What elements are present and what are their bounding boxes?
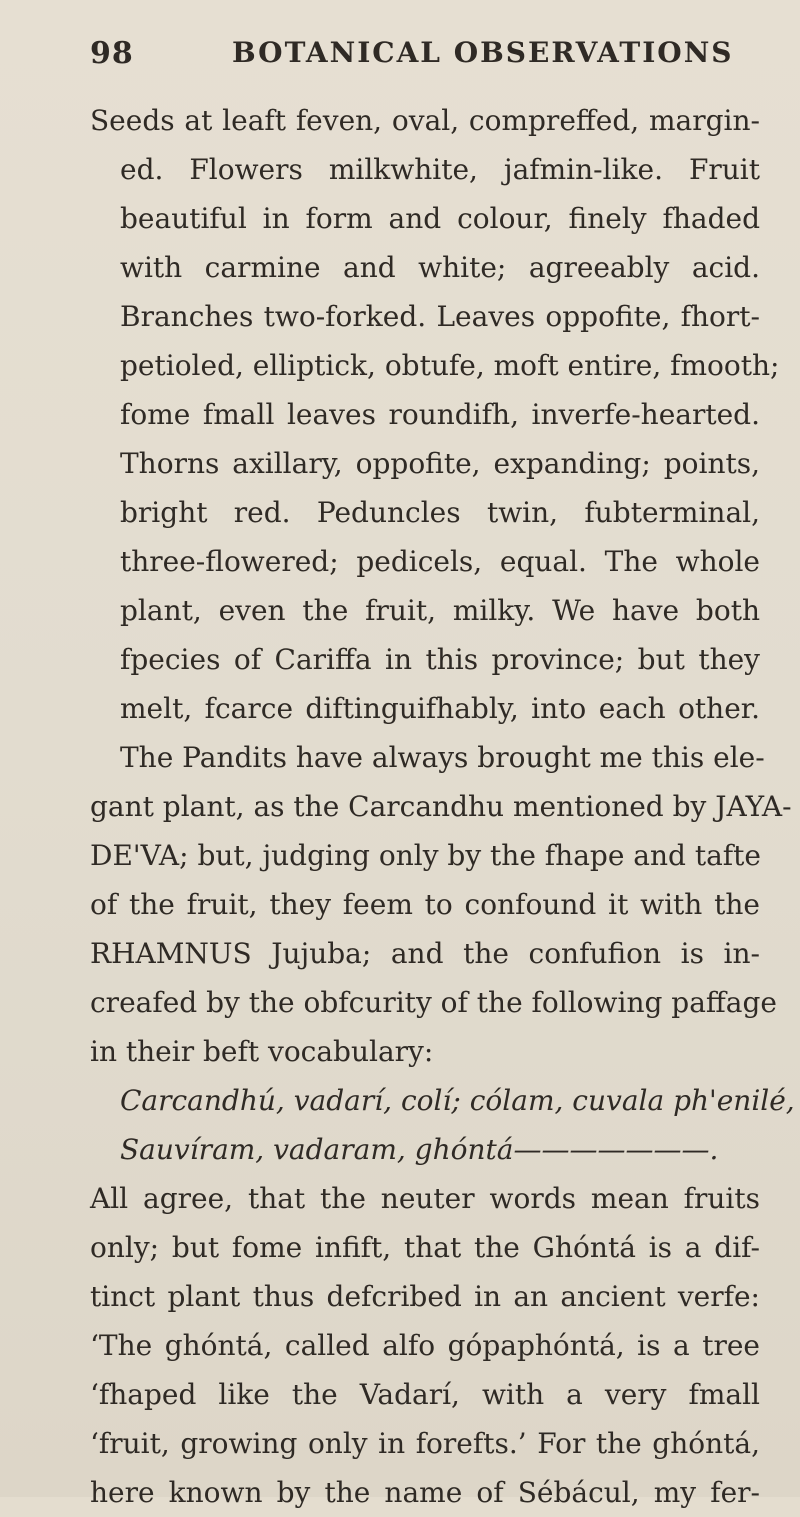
text-line: three-flowered; pedicels, equal. The whole xyxy=(120,545,760,578)
text-line: Seeds at leaft feven, oval, compreffed, margin- xyxy=(90,104,760,137)
page-number: 98 xyxy=(90,36,134,71)
quote-line: ‘fruit, growing only in forefts.’ For the ghóntá, xyxy=(90,1427,760,1460)
text-line: fpecies of Cariffa in this province; but they xyxy=(120,643,760,676)
quote-line: ‘The ghóntá, called alfo gópaphóntá, is a tree xyxy=(90,1329,760,1362)
text-line: petioled, elliptick, obtufe, moft entire, fmooth; xyxy=(120,349,780,382)
text-line: beautiful in form and colour, finely fhaded xyxy=(120,202,760,235)
text-line: All agree, that the neuter words mean fruits xyxy=(90,1182,760,1215)
running-head: BOTANICAL OBSERVATIONS xyxy=(232,36,734,69)
text-line: tinct plant thus defcribed in an ancient verfe: xyxy=(90,1280,760,1313)
text-line: RHAMNUS Jujuba; and the confufion is in- xyxy=(90,937,760,970)
text-line: plant, even the fruit, milky. We have both xyxy=(120,594,760,627)
quote-line: ‘fhaped like the Vadarí, with a very fmall xyxy=(90,1378,760,1411)
text-line: DE'VA; but, judging only by the fhape and tafte xyxy=(90,839,761,872)
text-line: here known by the name of Sébácul, my fer- xyxy=(90,1476,760,1509)
text-line: fome fmall leaves roundifh, inverfe-hearted. xyxy=(120,398,760,431)
text-line: of the fruit, they feem to confound it with the xyxy=(90,888,760,921)
text-line: creafed by the obfcurity of the following paffage xyxy=(90,986,777,1019)
text-line: melt, fcarce diftinguifhably, into each other. xyxy=(120,692,760,725)
verse-line: Carcandhú, vadarí, colí; cólam, cuvala ph'enilé, xyxy=(120,1084,795,1117)
text-line: Branches two-forked. Leaves oppofite, fhort- xyxy=(120,300,760,333)
text-line: gant plant, as the Carcandhu mentioned by JAYA- xyxy=(90,790,792,823)
text-line: with carmine and white; agreeably acid. xyxy=(120,251,760,284)
text-line: in their beft vocabulary: xyxy=(90,1035,434,1068)
body-text xyxy=(90,96,795,1517)
text-line: only; but fome infift, that the Ghóntá is a dif- xyxy=(90,1231,760,1264)
text-line: bright red. Peduncles twin, fubterminal, xyxy=(120,496,760,529)
text-line: The Pandits have always brought me this ele- xyxy=(120,741,765,774)
text-line: ed. Flowers milkwhite, jafmin-like. Fruit xyxy=(120,153,760,186)
verse-line: Sauvíram, vadaram, ghóntá———————. xyxy=(120,1133,719,1166)
text-line: Thorns axillary, oppofite, expanding; points, xyxy=(120,447,760,480)
page-header xyxy=(82,18,742,82)
